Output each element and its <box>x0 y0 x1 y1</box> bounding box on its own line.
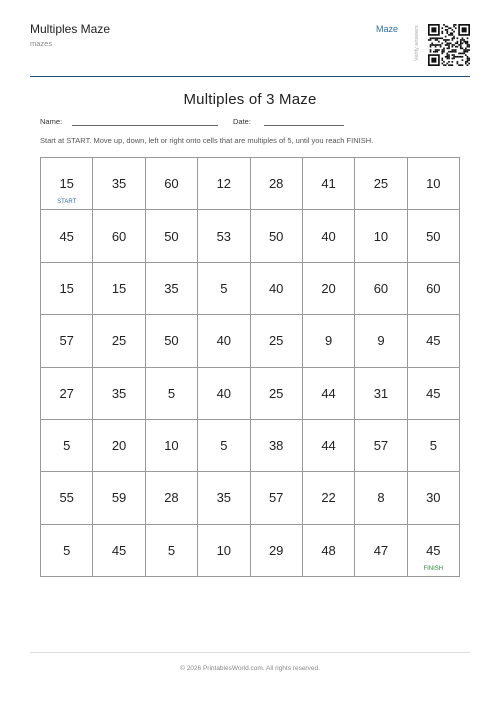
maze-cell[interactable] <box>198 472 250 524</box>
maze-cell[interactable] <box>41 525 93 577</box>
maze-cell[interactable] <box>408 525 460 577</box>
maze-cell-value: 60 <box>373 280 389 296</box>
maze-cell[interactable] <box>146 368 198 420</box>
maze-cell-value: 20 <box>321 280 336 296</box>
maze-cell-value: 5 <box>63 542 71 558</box>
maze-cell-value: 28 <box>268 176 284 192</box>
maze-cell[interactable] <box>146 158 198 210</box>
maze-cell[interactable] <box>198 368 250 420</box>
maze-cell[interactable] <box>198 525 250 577</box>
maze-cell[interactable] <box>408 472 460 524</box>
maze-cell[interactable] <box>198 315 250 367</box>
maze-cell[interactable] <box>251 472 303 524</box>
maze-cell-value: 5 <box>167 542 176 558</box>
maze-cell-value: 45 <box>111 542 127 558</box>
maze-cell-value: 5 <box>167 385 176 401</box>
maze-cell-value: 35 <box>164 280 179 296</box>
maze-cell[interactable] <box>355 420 407 472</box>
maze-cell[interactable] <box>93 368 145 420</box>
maze-cell-value: 45 <box>59 228 74 244</box>
finish-label: FINISH <box>423 566 444 572</box>
maze-cell-value: 27 <box>59 385 74 401</box>
maze-cell[interactable] <box>355 263 407 315</box>
maze-cell-value: 50 <box>268 228 284 244</box>
name-label: Name: <box>40 117 63 126</box>
maze-cell[interactable] <box>408 315 460 367</box>
maze-cell[interactable] <box>146 472 198 524</box>
start-label: START <box>57 199 77 206</box>
maze-cell-value: 29 <box>268 542 284 558</box>
worksheet-title: Multiples of 3 Maze <box>183 91 317 108</box>
maze-cell[interactable] <box>303 263 355 315</box>
maze-cell[interactable] <box>93 472 145 524</box>
maze-cell[interactable] <box>355 368 407 420</box>
maze-cell[interactable] <box>146 263 198 315</box>
maze-cell-value: 40 <box>321 228 336 244</box>
maze-cell[interactable] <box>93 315 145 367</box>
maze-cell[interactable] <box>41 263 93 315</box>
maze-cell[interactable] <box>146 315 198 367</box>
maze-cell-value: 12 <box>216 176 232 192</box>
maze-cell[interactable] <box>198 263 250 315</box>
maze-cell-value: 35 <box>111 176 127 192</box>
maze-cell-value: 45 <box>426 385 441 401</box>
maze-cell[interactable] <box>303 210 355 262</box>
maze-cell-value: 50 <box>164 228 179 244</box>
maze-cell-value: 60 <box>426 280 441 296</box>
maze-cell[interactable] <box>41 210 93 262</box>
maze-cell-value: 44 <box>321 438 336 454</box>
site-subtitle: mazes <box>30 39 53 48</box>
maze-cell-value: 45 <box>426 333 441 349</box>
maze-cell-value: 59 <box>111 490 127 506</box>
maze-cell[interactable] <box>198 420 250 472</box>
maze-cell-value: 28 <box>164 490 179 506</box>
maze-cell-value: 40 <box>216 385 232 401</box>
maze-cell-value: 57 <box>373 438 389 454</box>
site-title: Multiples Maze <box>30 22 111 36</box>
maze-cell[interactable] <box>251 368 303 420</box>
maze-cell[interactable] <box>355 472 407 524</box>
maze-cell-value: 60 <box>164 176 179 192</box>
maze-cell-value: 30 <box>426 490 441 506</box>
maze-cell-value: 31 <box>373 385 389 401</box>
maze-cell[interactable] <box>41 420 93 472</box>
maze-cell[interactable] <box>303 158 355 210</box>
maze-cell[interactable] <box>303 315 355 367</box>
maze-cell[interactable] <box>93 158 145 210</box>
maze-cell-value: 57 <box>59 333 74 349</box>
date-field[interactable] <box>264 125 344 126</box>
maze-cell[interactable] <box>303 368 355 420</box>
maze-cell-value: 15 <box>59 280 74 296</box>
maze-cell-value: 48 <box>321 542 336 558</box>
maze-cell-value: 22 <box>321 490 336 506</box>
maze-cell-value: 25 <box>268 333 284 349</box>
maze-cell-value: 47 <box>373 542 389 558</box>
maze-cell-value: 60 <box>111 228 127 244</box>
date-label: Date: <box>233 117 251 126</box>
maze-cell-value: 20 <box>111 438 127 454</box>
maze-cell-value: 25 <box>268 385 284 401</box>
maze-cell[interactable] <box>355 315 407 367</box>
maze-grid <box>40 157 460 577</box>
footer-copyright: © 2026 PrintablesWorld.com. All rights reserved. <box>180 665 320 672</box>
maze-cell[interactable] <box>251 158 303 210</box>
maze-cell-value: 44 <box>321 385 336 401</box>
qr-code-icon[interactable] <box>428 17 470 73</box>
maze-cell-value: 5 <box>220 280 228 296</box>
maze-cell-value: 35 <box>216 490 232 506</box>
name-field[interactable] <box>72 125 218 126</box>
maze-cell-value: 25 <box>111 333 127 349</box>
maze-cell-value: 5 <box>63 438 71 454</box>
maze-cell[interactable] <box>251 420 303 472</box>
maze-cell[interactable] <box>408 263 460 315</box>
maze-cell[interactable] <box>408 210 460 262</box>
maze-cell-value: 35 <box>111 385 127 401</box>
maze-cell[interactable] <box>251 263 303 315</box>
maze-cell-value: 10 <box>216 542 232 558</box>
maze-cell[interactable] <box>355 525 407 577</box>
maze-cell-value: 40 <box>268 280 284 296</box>
maze-cell[interactable] <box>146 525 198 577</box>
maze-cell[interactable] <box>303 420 355 472</box>
maze-cell-value: 9 <box>377 333 385 349</box>
maze-cell[interactable] <box>251 525 303 577</box>
maze-cell-value: 10 <box>426 176 441 192</box>
instructions: Start at START. Move up, down, left or right onto cells that are multiples of 5, until you reach FINISH. <box>40 136 374 145</box>
maze-cell-value: 55 <box>59 490 74 506</box>
maze-cell[interactable] <box>41 315 93 367</box>
maze-cell-value: 53 <box>216 228 232 244</box>
maze-cell-value: 15 <box>59 176 74 192</box>
maze-cell-value: 50 <box>426 228 441 244</box>
maze-cell-value: 50 <box>164 333 179 349</box>
maze-cell[interactable] <box>146 210 198 262</box>
footer-divider <box>30 652 470 653</box>
maze-cell[interactable] <box>93 210 145 262</box>
maze-cell[interactable] <box>41 368 93 420</box>
maze-cell[interactable] <box>198 210 250 262</box>
maze-cell[interactable] <box>198 158 250 210</box>
maze-cell-value: 38 <box>268 438 284 454</box>
maze-cell-value: 57 <box>268 490 284 506</box>
maze-cell-value: 10 <box>164 438 179 454</box>
maze-cell[interactable] <box>93 263 145 315</box>
maze-cell[interactable] <box>408 368 460 420</box>
maze-cell[interactable] <box>355 158 407 210</box>
maze-cell[interactable] <box>251 210 303 262</box>
maze-cell[interactable] <box>408 158 460 210</box>
category-link[interactable]: Maze <box>376 24 399 34</box>
maze-cell[interactable] <box>146 420 198 472</box>
maze-cell[interactable] <box>93 525 145 577</box>
maze-cell[interactable] <box>355 210 407 262</box>
maze-cell[interactable] <box>408 420 460 472</box>
maze-cell-value: 9 <box>324 333 333 349</box>
maze-cell[interactable] <box>41 158 93 210</box>
maze-cell-value: 25 <box>373 176 389 192</box>
maze-cell[interactable] <box>303 472 355 524</box>
header-divider <box>30 76 470 77</box>
maze-cell-value: 5 <box>429 438 437 454</box>
verify-answers-label: Verify answers <box>414 25 420 61</box>
maze-cell-value: 15 <box>111 280 127 296</box>
maze-cell[interactable] <box>41 472 93 524</box>
maze-cell-value: 45 <box>426 542 441 558</box>
maze-cell[interactable] <box>93 420 145 472</box>
maze-cell-value: 41 <box>321 176 336 192</box>
maze-cell-value: 40 <box>216 333 232 349</box>
maze-cell-value: 8 <box>377 490 385 506</box>
maze-cell[interactable] <box>303 525 355 577</box>
maze-cell-value: 10 <box>373 228 389 244</box>
maze-cell[interactable] <box>251 315 303 367</box>
maze-cell-value: 5 <box>220 438 228 454</box>
